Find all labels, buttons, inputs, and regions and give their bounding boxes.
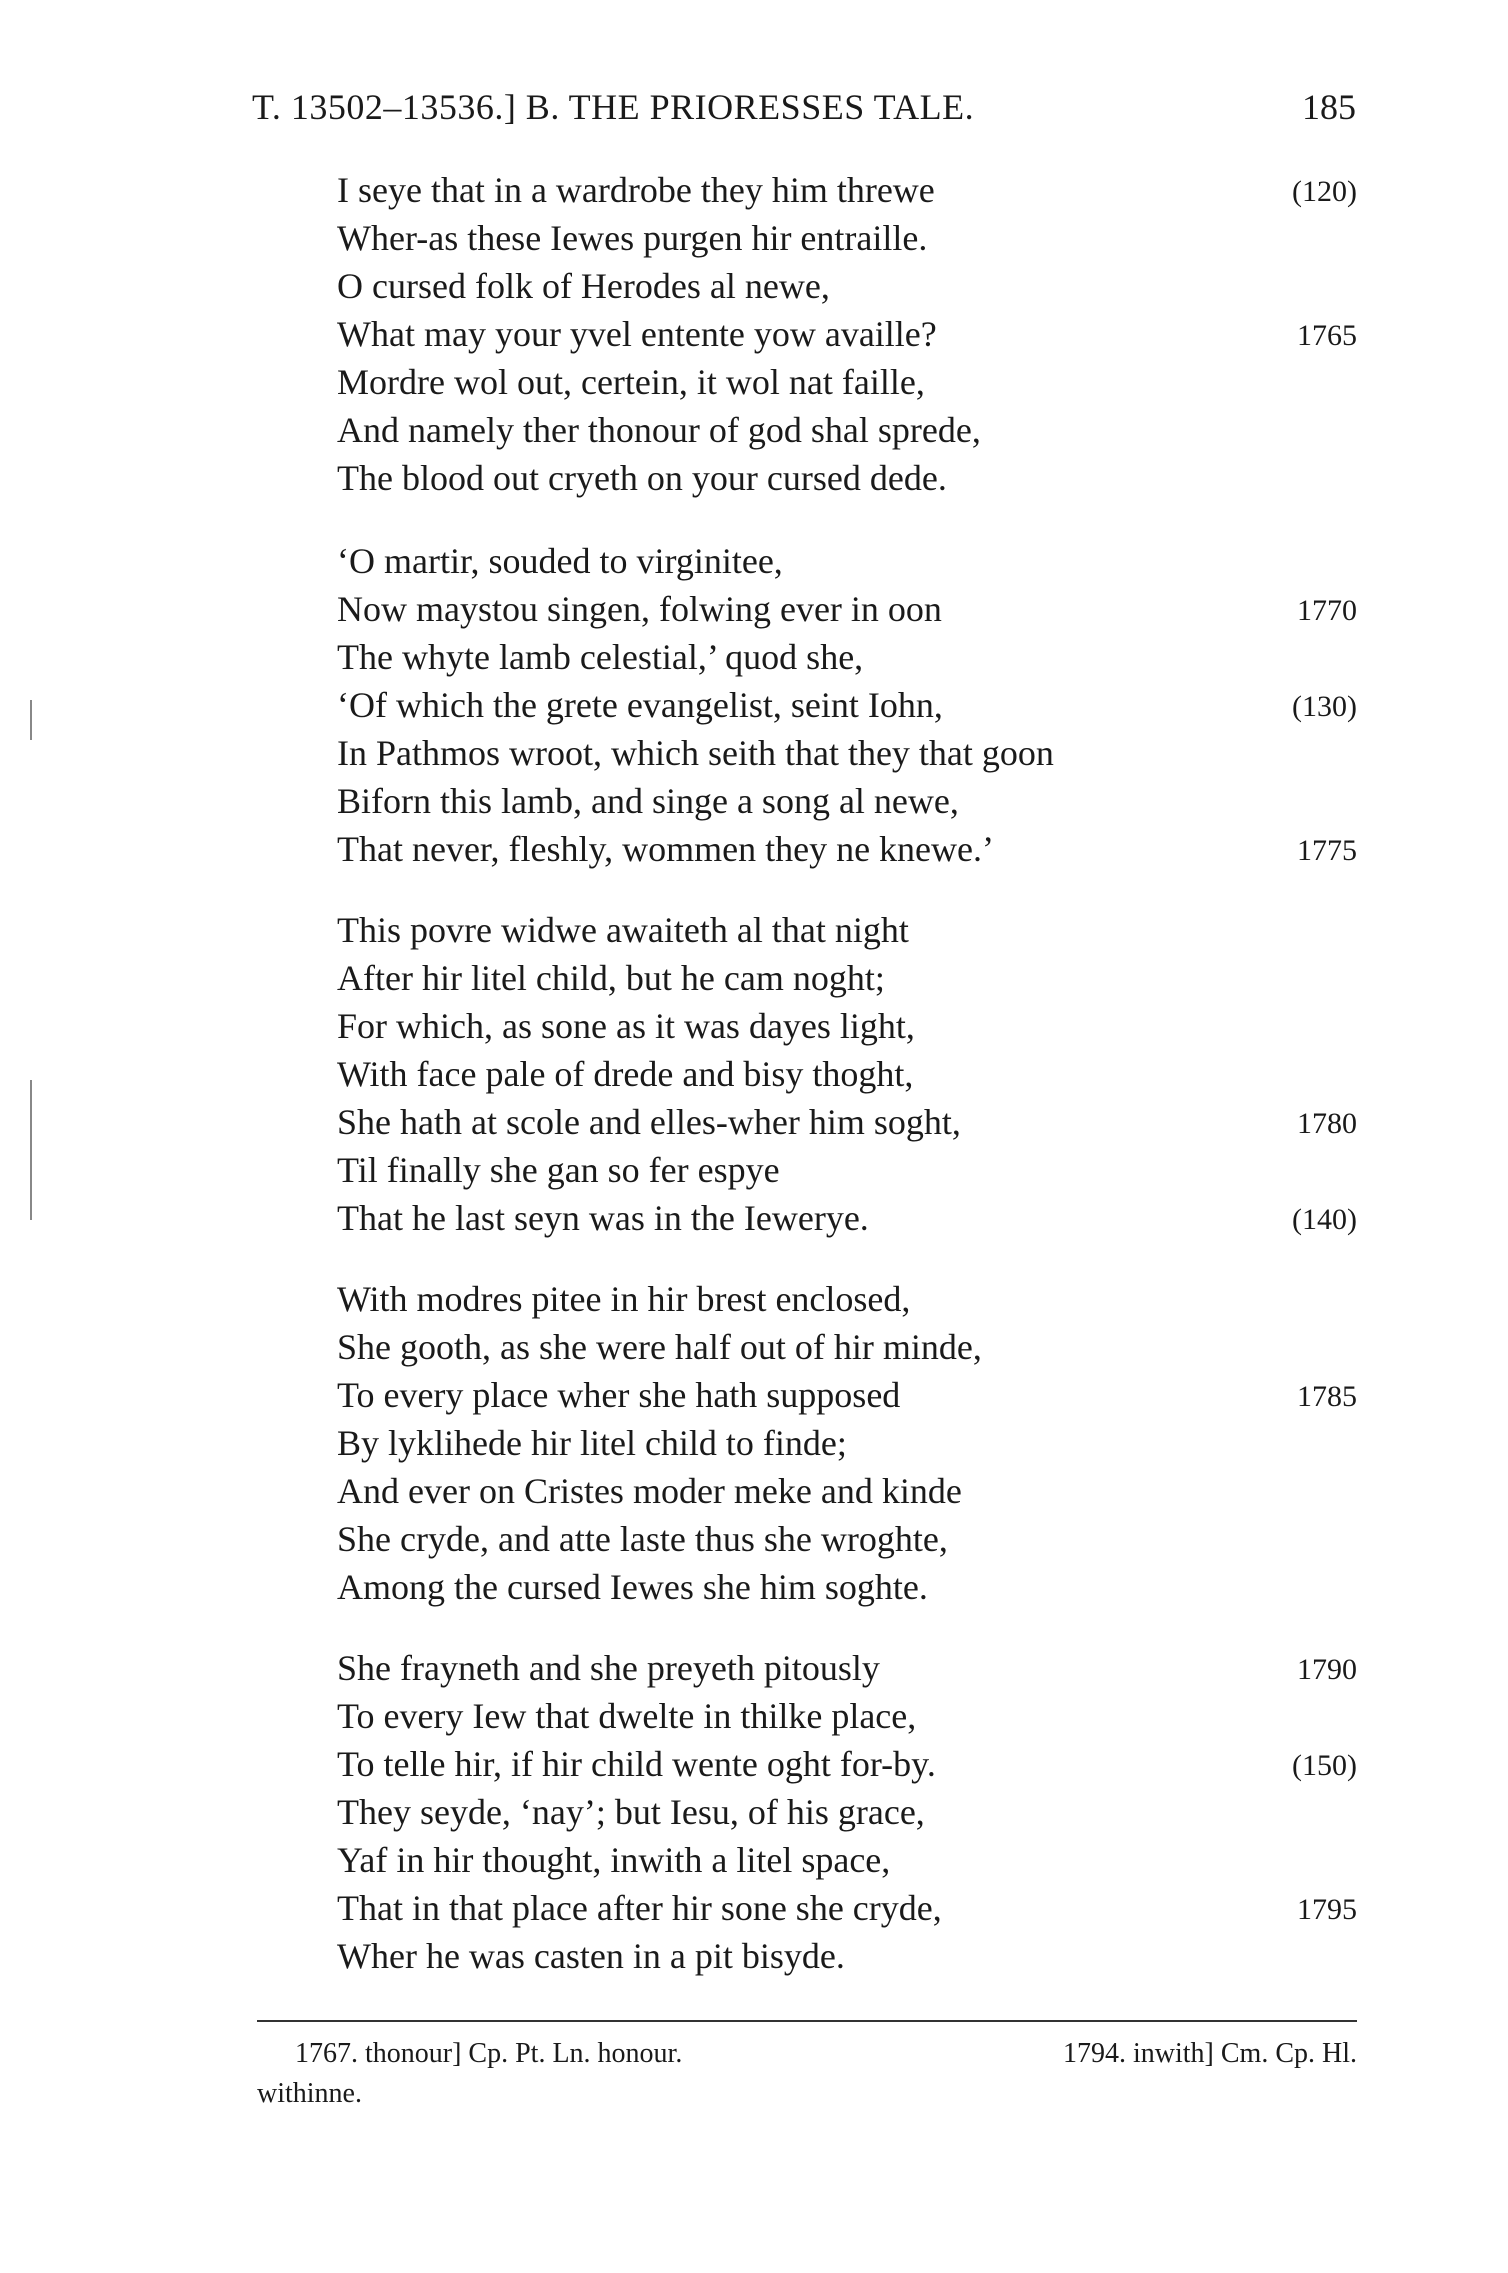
verse-line [337,214,1357,262]
verse-text: She hath at scole and elles-wher him soght, [337,1102,961,1142]
verse-line [337,777,1357,825]
verse-line [337,1098,1357,1146]
verse-text: By lyklihede hir litel child to finde; [337,1423,847,1463]
line-number: 1770 [1297,594,1357,627]
verse-line [337,633,1357,681]
verse-text: With modres pitee in hir brest enclosed, [337,1279,911,1319]
verse-line [337,1275,1357,1323]
verse-line [337,358,1357,406]
verse-text: To every Iew that dwelte in thilke place, [337,1696,917,1736]
verse-text: The blood out cryeth on your cursed dede. [337,458,947,498]
verse-line [337,1692,1357,1740]
verse-line [337,906,1357,954]
footnote-line [257,2074,1357,2114]
verse-text: Til finally she gan so fer espye [337,1150,780,1190]
line-number: 1795 [1297,1893,1357,1926]
line-number: 1780 [1297,1107,1357,1140]
line-number: (120) [1292,175,1357,208]
line-number: (140) [1292,1203,1357,1236]
verse-text: Yaf in hir thought, inwith a litel space, [337,1840,891,1880]
verse-text: They seyde, ‘nay’; but Iesu, of his grace, [337,1792,925,1832]
verse-text: And namely ther thonour of god shal sprede, [337,410,981,450]
verse-text: And ever on Cristes moder meke and kinde [337,1471,962,1511]
footnote-1794-continued: withinne. [257,2078,362,2109]
verse-text: To telle hir, if hir child wente oght for-by. [337,1744,936,1784]
line-number: 1785 [1297,1380,1357,1413]
verse-text: To every place wher she hath supposed [337,1375,901,1415]
footnotes [257,2034,1357,2114]
verse-text: That he last seyn was in the Iewerye. [337,1198,869,1238]
verse-text: In Pathmos wroot, which seith that they that goon [337,733,1054,773]
verse-text: She frayneth and she preyeth pitously [337,1648,880,1688]
verse-text: She cryde, and atte laste thus she wroghte, [337,1519,948,1559]
margin-mark [30,1080,32,1220]
verse-text: That never, fleshly, wommen they ne knewe.’ [337,829,994,869]
stanza [337,166,1357,502]
footnote-1767: 1767. thonour] Cp. Pt. Ln. honour. [295,2038,683,2069]
page-number: 185 [1302,87,1356,127]
verse-text: After hir litel child, but he cam noght; [337,958,885,998]
verse-line [337,310,1357,358]
verse-line [337,1146,1357,1194]
stanza [337,1275,1357,1611]
verse-line [337,954,1357,1002]
verse-line [337,1788,1357,1836]
verse-line [337,454,1357,502]
verse-text: ‘Of which the grete evangelist, seint Iohn, [337,685,943,725]
verse-line [337,1740,1357,1788]
verse-text: Wher he was casten in a pit bisyde. [337,1936,845,1976]
verse-line [337,1836,1357,1884]
verse-line [337,681,1357,729]
verse-text: Biforn this lamb, and singe a song al newe, [337,781,959,821]
running-header [252,86,1356,136]
verse-text: Among the cursed Iewes she him soghte. [337,1567,928,1607]
verse-text: O cursed folk of Herodes al newe, [337,266,830,306]
verse-text: What may your yvel entente yow availle? [337,314,937,354]
verse-text: That in that place after hir sone she cryde, [337,1888,942,1928]
verse-line [337,1563,1357,1611]
verse-line [337,585,1357,633]
verse-line [337,1323,1357,1371]
line-number: (130) [1292,690,1357,723]
verse-text: I seye that in a wardrobe they him threwe [337,170,935,210]
verse-line [337,166,1357,214]
line-number: (150) [1292,1749,1357,1782]
verse-text: Mordre wol out, certein, it wol nat faille, [337,362,925,402]
verse-line [337,1002,1357,1050]
verse-line [337,406,1357,454]
verse-line [337,1644,1357,1692]
running-title: T. 13502–13536.] B. THE PRIORESSES TALE. [252,87,975,127]
verse-line [337,1467,1357,1515]
verse-line [337,537,1357,585]
stanza [337,1644,1357,1980]
verse-text: The whyte lamb celestial,’ quod she, [337,637,864,677]
verse-text: For which, as sone as it was dayes light, [337,1006,915,1046]
verse-text: ‘O martir, souded to virginitee, [337,541,783,581]
verse-line [337,825,1357,873]
line-number: 1765 [1297,319,1357,352]
verse-line [337,1194,1357,1242]
verse-text: She gooth, as she were half out of hir minde, [337,1327,982,1367]
verse-text: With face pale of drede and bisy thoght, [337,1054,914,1094]
footnote-rule [257,2020,1357,2022]
verse-line [337,1884,1357,1932]
verse-line [337,1515,1357,1563]
verse-line [337,1932,1357,1980]
footnote-1794: 1794. inwith] Cm. Cp. Hl. [1062,2038,1357,2069]
verse-text: This povre widwe awaiteth al that night [337,910,909,950]
verse-line [337,1371,1357,1419]
footnote-line [257,2034,1357,2074]
margin-mark [30,700,32,740]
line-number: 1790 [1297,1653,1357,1686]
verse-text: Wher-as these Iewes purgen hir entraille. [337,218,928,258]
verse-line [337,1419,1357,1467]
line-number: 1775 [1297,834,1357,867]
verse-line [337,1050,1357,1098]
stanza [337,906,1357,1242]
verse-line [337,729,1357,777]
stanza [337,537,1357,873]
verse-line [337,262,1357,310]
verse-text: Now maystou singen, folwing ever in oon [337,589,942,629]
